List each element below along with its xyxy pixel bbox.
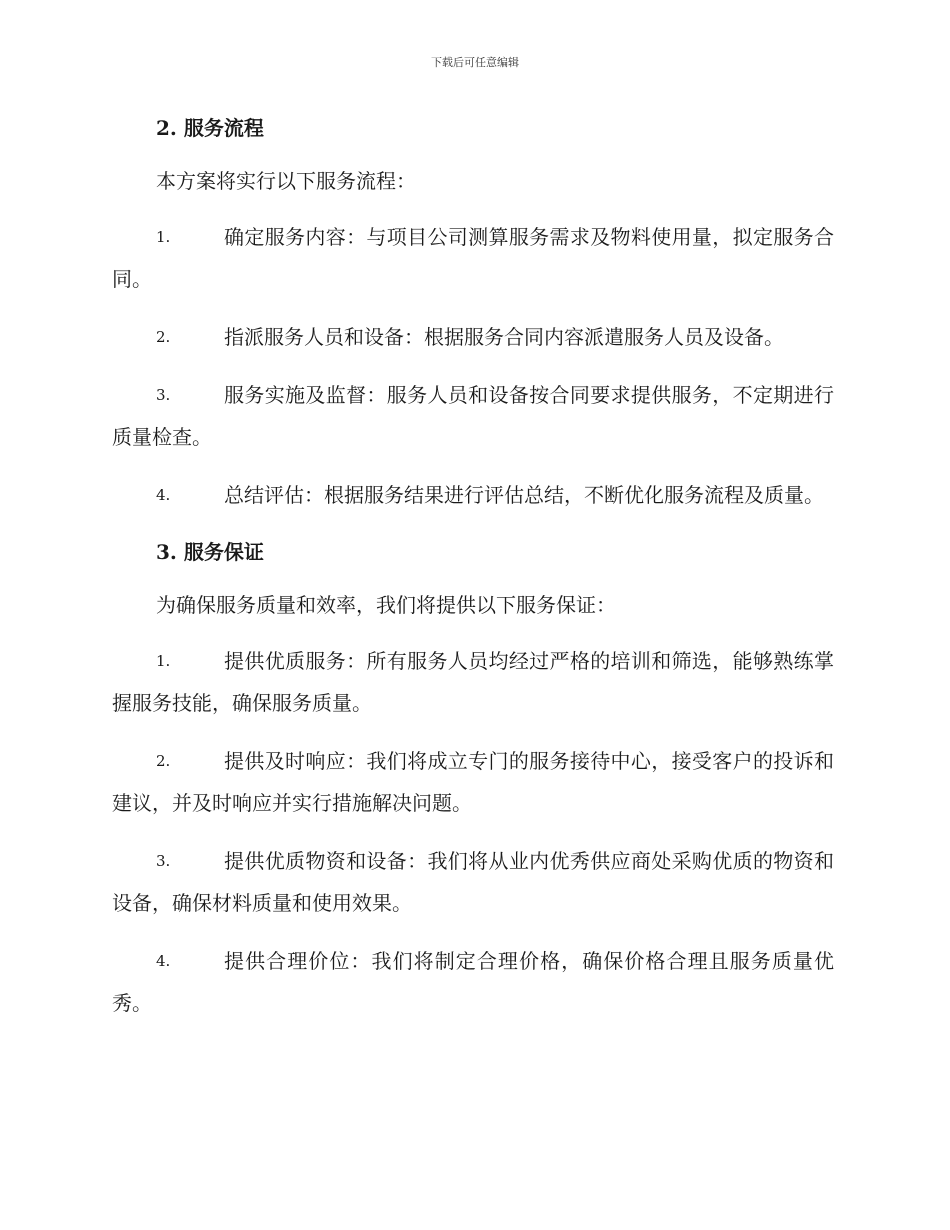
list-item-number: 3. — [156, 852, 171, 870]
page-header-note: 下载后可任意编辑 — [431, 56, 519, 69]
section-heading: 2. 服务流程 — [156, 116, 264, 140]
list-item — [112, 740, 834, 824]
list-item-number: 2. — [156, 328, 171, 346]
list-item — [112, 640, 834, 724]
list-item-number: 1. — [156, 228, 171, 246]
list-item — [112, 216, 834, 300]
document-body — [112, 110, 834, 1024]
list-item-text: 提供优质物资和设备：我们将从业内优秀供应商处采购优质的物资和设备，确保材料质量和使用效果。 — [112, 849, 834, 915]
list-item-text: 总结评估：根据服务结果进行评估总结，不断优化服务流程及质量。 — [224, 483, 824, 507]
list-item-number: 4. — [156, 486, 171, 504]
section-intro: 为确保服务质量和效率，我们将提供以下服务保证： — [156, 593, 616, 617]
list-item — [112, 374, 834, 458]
list-item-text: 提供及时响应：我们将成立专门的服务接待中心，接受客户的投诉和建议，并及时响应并实行措施解决问题。 — [112, 749, 834, 815]
list-item — [112, 840, 834, 924]
list-item — [112, 316, 834, 358]
list-item-text: 确定服务内容：与项目公司测算服务需求及物料使用量，拟定服务合同。 — [112, 225, 834, 291]
section-service-process — [112, 110, 834, 516]
list-item-text: 提供合理价位：我们将制定合理价格，确保价格合理且服务质量优秀。 — [112, 949, 834, 1015]
section-service-guarantee — [112, 534, 834, 1024]
list-item — [112, 474, 834, 516]
list-item-number: 4. — [156, 952, 171, 970]
list-item — [112, 940, 834, 1024]
list-item-number: 3. — [156, 386, 171, 404]
list-item-text: 提供优质服务：所有服务人员均经过严格的培训和筛选，能够熟练掌握服务技能，确保服务质量。 — [112, 649, 834, 715]
list-item-text: 指派服务人员和设备：根据服务合同内容派遣服务人员及设备。 — [224, 325, 784, 349]
section-intro: 本方案将实行以下服务流程： — [156, 169, 416, 193]
list-item-number: 2. — [156, 752, 171, 770]
list-item-number: 1. — [156, 652, 171, 670]
list-item-text: 服务实施及监督：服务人员和设备按合同要求提供服务，不定期进行质量检查。 — [112, 383, 834, 449]
section-heading: 3. 服务保证 — [156, 540, 264, 564]
